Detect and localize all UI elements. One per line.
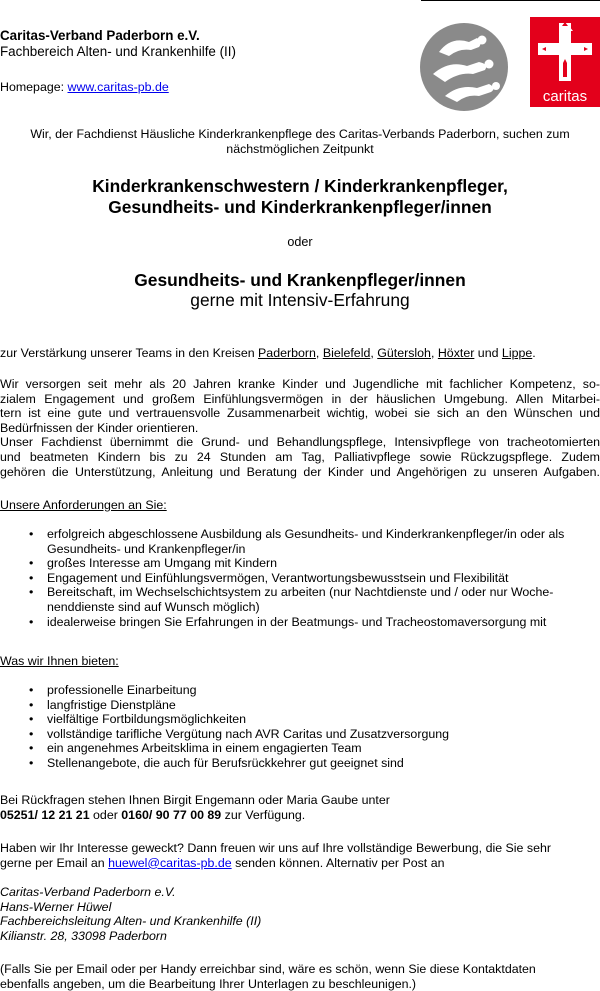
organization-header [0,28,236,60]
or-separator: oder [287,235,313,249]
list-item-text: Engagement und Einfühlungsvermögen, Verantwortungsbewusstsein und Flexibilität [47,570,509,585]
list-item-text: großes Interesse am Umgang mit Kindern [47,556,278,571]
region-bielefeld: Bielefeld [322,346,371,360]
application-line-2 [0,856,600,871]
closing-line-1: (Falls Sie per Email oder per Handy erreichbar sind, wäre es schön, wenn Sie diese Kontaktdaten [0,962,536,976]
address-line: Caritas-Verband Paderborn e.V. [0,885,176,899]
bullet-icon: • [29,585,34,600]
bullet-icon: • [29,741,34,756]
regions-suffix: . [532,346,536,360]
closing-note [0,962,600,991]
job-title-line-1: Kinderkrankenschwestern / Kinderkrankenpfleger, [92,176,508,196]
job-title-subtitle: gerne mit Intensiv-Erfahrung [190,290,410,310]
description-line: Unser Fachdienst übernimmt die Grund- und Behandlungspflege, Intensivpflege von tracheotomierten [0,435,600,450]
application-paragraph [0,841,600,870]
closing-line-2: ebenfalls angeben, um die Bearbeitung Ihrer Unterlagen zu beschleunigen.) [0,976,417,991]
phone-1-area: 05251 [0,807,35,822]
address-line: Hans-Werner Hüwel [0,899,112,914]
regions-sep-3: , [430,346,438,360]
list-item [0,683,600,698]
address-line: Kilianstr. 28, 33098 Paderborn [0,928,167,943]
application-line-1: Haben wir Ihr Interesse geweckt? Dann freuen wir uns auf Ihre vollständige Bewerbung, die Sie sehr [0,841,551,855]
bullet-icon: • [29,683,34,697]
requirements-list [0,527,600,629]
description-line: gehören die Unterstützung, Anleitung und Beratung der Kinder und Angehörigen zu unseren Aufgaben. [0,464,600,479]
regions-sep-1: , [315,346,323,360]
list-item-text: langfristige Dienstpläne [47,697,176,712]
homepage-label: Homepage: [0,80,65,94]
contact-line-1: Bei Rückfragen stehen Ihnen Birgit Engemann oder Maria Gaube unter [0,793,390,807]
top-rule [421,0,600,1]
description-paragraph [0,377,600,479]
list-item [0,527,600,556]
phone-2-number: / 90 77 00 89 [148,807,222,822]
list-item-text: ein angenehmes Arbeitsklima in einem engagierten Team [47,741,362,756]
list-item-text: idealerweise bringen Sie Erfahrungen in der Beatmungs- und Tracheostomaversorgung mit [47,614,547,629]
bullet-icon: • [29,712,34,727]
list-item [0,585,600,614]
list-item [0,571,600,586]
region-guetersloh: Gütersloh [377,346,431,360]
list-item [0,712,600,727]
phone-2-area: 0160 [121,807,149,822]
bullet-icon: • [29,570,34,585]
intro-line-1: Wir, der Fachdienst Häusliche Kinderkrankenpflege des Caritas-Verbands Paderborn, suchen zum [30,127,570,141]
postal-address [0,885,261,943]
list-item [0,698,600,713]
regions-and: und [474,346,502,360]
list-item [0,615,600,630]
regions-sentence [0,346,600,361]
bullet-icon: • [29,527,34,541]
contact-end: zur Verfügung. [221,807,306,822]
application-post: senden können. Alternativ per Post an [231,855,445,870]
list-item [0,756,600,771]
bullet-icon: • [29,755,34,770]
list-item-text: Stellenangebote, die auch für Berufsrückkehrer gut geeignet sind [47,755,404,770]
job-title-line-2: Gesundheits- und Kinderkrankenpfleger/innen [108,197,492,217]
dept-logo-icon [419,22,509,112]
regions-sep-2: , [370,346,378,360]
region-lippe: Lippe [501,346,533,360]
list-item-text: erfolgreich abgeschlossene Ausbildung als Gesundheits- und Kinderkrankenpfleger/in oder als [47,527,565,541]
list-item-text: Gesundheits- und Krankenpfleger/in [47,541,246,556]
application-pre: gerne per Email an [0,855,109,870]
requirements-heading: Unsere Anforderungen an Sie: [0,498,167,512]
caritas-logo-icon [530,17,600,107]
phone-or: oder [89,807,122,822]
description-line: Wir versorgen seit mehr als 20 Jahren kranke Kinder und Jugendliche mit fachlicher Kompetenz, so- [0,377,600,391]
regions-prefix: zur Verstärkung unserer Teams in den Kreisen [0,346,259,360]
org-name: Caritas-Verband Paderborn e.V. [0,28,200,43]
region-hoexter: Höxter [437,346,475,360]
list-item [0,556,600,571]
list-item-text: nenddienste sind auf Wunsch möglich) [47,599,260,614]
homepage-line [0,80,169,95]
list-item-text: professionelle Einarbeitung [47,683,197,697]
description-line: Bedürfnissen der Kinder orientieren. [0,420,199,435]
intro-text [0,127,600,157]
offers-list [0,683,600,771]
org-department: Fachbereich Alten- und Krankenhilfe (II) [0,44,236,59]
region-paderborn: Paderborn [258,346,316,360]
address-line: Fachbereichsleitung Alten- und Krankenhilfe (II) [0,914,262,929]
phone-1-number: / 12 21 21 [34,807,90,822]
bullet-icon: • [29,726,34,741]
list-item-text: Bereitschaft, im Wechselschichtsystem zu arbeiten (nur Nachtdienste und / oder nur Woche- [47,585,554,600]
contact-paragraph [0,793,600,822]
contact-line-2 [0,808,600,823]
bullet-icon: • [29,556,34,571]
bullet-icon: • [29,697,34,712]
job-title-primary [0,176,600,218]
list-item [0,741,600,756]
job-title-secondary: Gesundheits- und Krankenpfleger/innen [134,270,466,290]
description-line: und beatmeten Kindern bis zu 24 Stunden am Tag, Palliativpflege sowie Rückzugspflege. Zudem [0,449,600,464]
list-item-text: vollständige tarifliche Vergütung nach AVR Caritas und Zusatzversorgung [47,726,450,741]
homepage-link[interactable]: www.caritas-pb.de [67,80,169,94]
bullet-icon: • [29,614,34,629]
offers-heading: Was wir Ihnen bieten: [0,654,119,668]
logo-wordmark: caritas [542,88,588,105]
email-link[interactable]: huewel@caritas-pb.de [108,855,232,870]
list-item [0,727,600,742]
list-item-text: vielfältige Fortbildungsmöglichkeiten [47,712,247,727]
intro-line-2: nächstmöglichen Zeitpunkt [226,142,374,156]
description-line: tern ist eine gute und vertrauensvolle Zusammenarbeit wichtig, wobei sie sich an den Wünschen und [0,406,600,421]
description-line: zialem Engagement und großem Einfühlungsvermögen in der häuslichen Umgebung. Allen Mitarbei- [0,391,600,406]
